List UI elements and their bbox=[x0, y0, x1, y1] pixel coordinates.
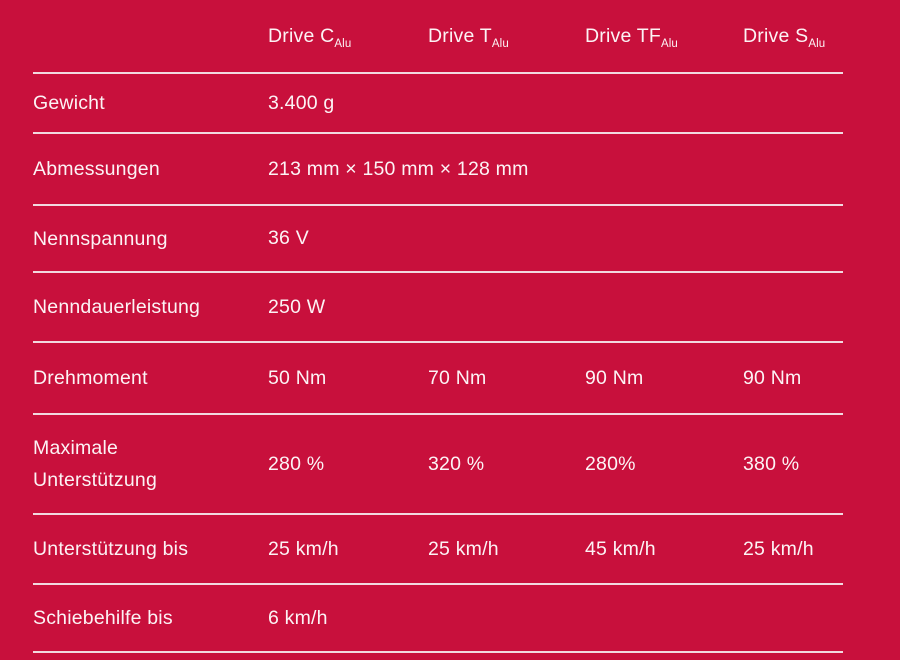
row-label bbox=[33, 87, 268, 119]
table-row bbox=[33, 343, 843, 415]
row-label bbox=[33, 223, 268, 255]
row-label-text: Nennspannung bbox=[33, 227, 168, 250]
row-label bbox=[33, 362, 268, 394]
column-header-subscript: Alu bbox=[491, 37, 509, 50]
column-header bbox=[743, 25, 843, 48]
cell-value: 380 % bbox=[743, 452, 800, 475]
row-label-text: Schiebehilfe bis bbox=[33, 607, 173, 629]
column-header bbox=[585, 25, 743, 48]
row-label-text: Unterstützung bis bbox=[33, 538, 189, 560]
table-row bbox=[33, 273, 843, 343]
row-label bbox=[33, 153, 268, 185]
cell-value: 3.400 g bbox=[268, 91, 335, 114]
cell-value: 6 km/h bbox=[268, 606, 328, 629]
cell-value: 213 mm × 150 mm × 128 mm bbox=[268, 157, 529, 180]
cell-value: 25 km/h bbox=[743, 537, 814, 560]
column-header-label: Drive S bbox=[743, 24, 809, 47]
table-header-row bbox=[33, 0, 843, 74]
row-label bbox=[33, 533, 268, 565]
table-row bbox=[33, 515, 843, 585]
cell-value: 280% bbox=[585, 452, 636, 475]
row-label-text: Nenndauerleistung bbox=[33, 296, 201, 318]
table-row bbox=[33, 415, 843, 515]
cell-value: 25 km/h bbox=[268, 537, 339, 560]
cell-value: 280 % bbox=[268, 452, 325, 475]
column-header-subscript: Alu bbox=[334, 37, 352, 50]
row-label-text: Drehmoment bbox=[33, 367, 148, 389]
cell-value: 70 Nm bbox=[428, 366, 487, 389]
cell-value: 250 W bbox=[268, 295, 326, 318]
row-label bbox=[33, 432, 268, 496]
column-header bbox=[428, 25, 585, 48]
cell-value: 320 % bbox=[428, 452, 485, 475]
table-row bbox=[33, 206, 843, 273]
row-label-text: Abmessungen bbox=[33, 158, 160, 180]
cell-value: 50 Nm bbox=[268, 366, 327, 389]
row-label-text: Gewicht bbox=[33, 92, 105, 114]
row-label bbox=[33, 291, 268, 323]
spec-table bbox=[33, 0, 843, 653]
cell-value: 90 Nm bbox=[743, 366, 802, 389]
column-header-subscript: Alu bbox=[808, 37, 826, 50]
cell-value: 36 V bbox=[268, 227, 309, 249]
table-row bbox=[33, 134, 843, 206]
cell-value: 45 km/h bbox=[585, 537, 656, 560]
table-row bbox=[33, 585, 843, 653]
spec-table-body bbox=[33, 74, 843, 653]
row-label-text: Maximale Unterstützung bbox=[33, 437, 157, 491]
column-header-label: Drive C bbox=[268, 24, 335, 47]
row-label bbox=[33, 602, 268, 634]
column-header-label: Drive TF bbox=[585, 24, 661, 47]
table-row bbox=[33, 74, 843, 134]
column-header-label: Drive T bbox=[428, 24, 492, 47]
cell-value: 90 Nm bbox=[585, 366, 644, 389]
cell-value: 25 km/h bbox=[428, 537, 499, 560]
column-header bbox=[268, 25, 428, 48]
column-header-subscript: Alu bbox=[661, 37, 678, 50]
